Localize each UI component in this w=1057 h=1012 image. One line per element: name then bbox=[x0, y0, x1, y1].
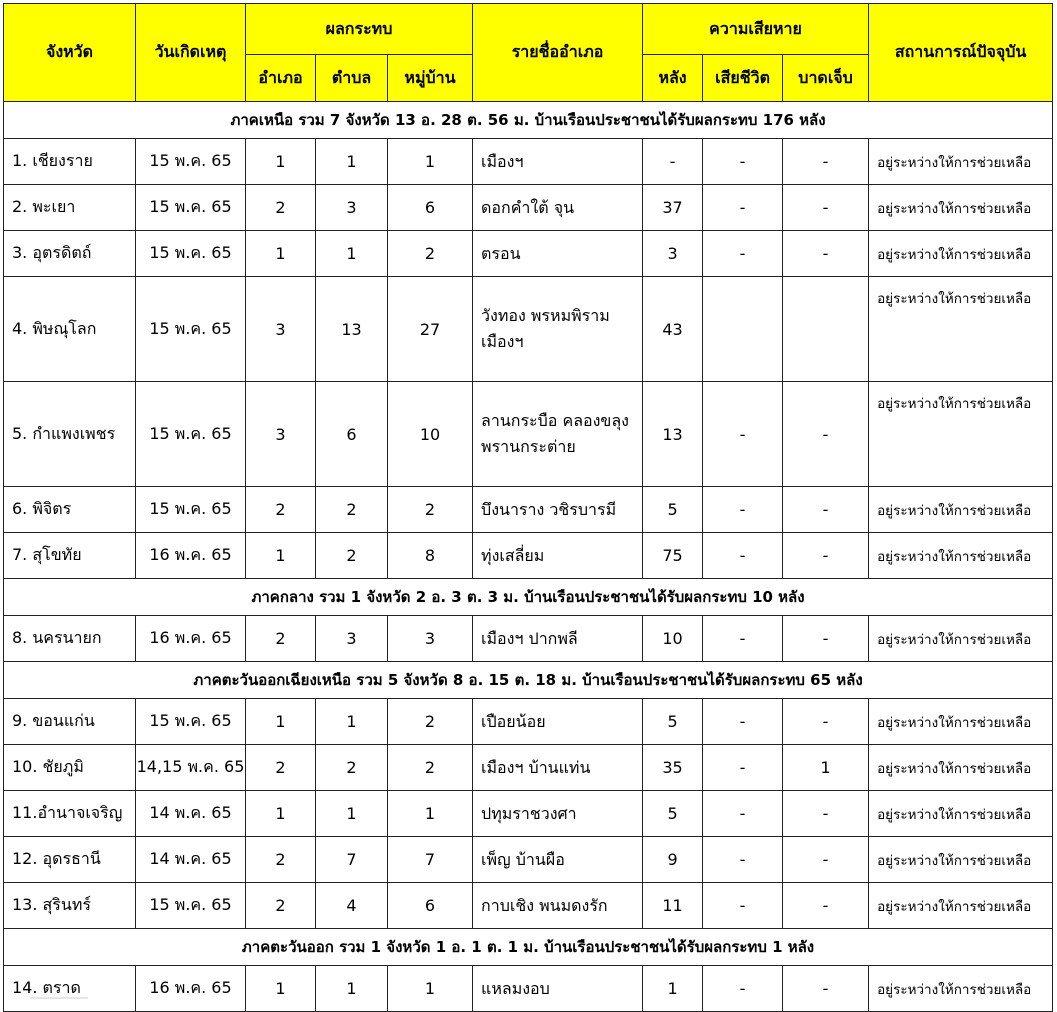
province-cell: 13. สุรินทร์ bbox=[4, 883, 136, 929]
houses-cell: 43 bbox=[643, 277, 703, 382]
header-impact: ผลกระทบ bbox=[246, 4, 473, 55]
table-row bbox=[4, 699, 1053, 745]
houses-cell: 3 bbox=[643, 231, 703, 277]
status-cell: อยู่ระหว่างให้การช่วยเหลือ bbox=[869, 883, 1053, 929]
injured-cell: - bbox=[783, 231, 869, 277]
amphoe-count-cell: 1 bbox=[246, 533, 316, 579]
houses-cell: 5 bbox=[643, 699, 703, 745]
dead-cell bbox=[703, 277, 783, 382]
header-date: วันเกิดเหตุ bbox=[136, 4, 246, 102]
amphoe-count-cell: 1 bbox=[246, 791, 316, 837]
houses-cell: 5 bbox=[643, 487, 703, 533]
status-cell: อยู่ระหว่างให้การช่วยเหลือ bbox=[869, 139, 1053, 185]
village-count-cell: 10 bbox=[388, 382, 473, 487]
district-list-cell bbox=[473, 487, 643, 533]
table-row bbox=[4, 837, 1053, 883]
amphoe-count-cell: 1 bbox=[246, 699, 316, 745]
date-cell: 15 พ.ค. 65 bbox=[136, 139, 246, 185]
district-name: ดอกคำใต้ จุน bbox=[481, 197, 575, 217]
status-cell: อยู่ระหว่างให้การช่วยเหลือ bbox=[869, 277, 1053, 382]
district-name: เมืองฯ บ้านแท่น bbox=[481, 757, 591, 777]
header-injured: บาดเจ็บ bbox=[783, 55, 869, 102]
houses-cell: 10 bbox=[643, 616, 703, 662]
amphoe-count-cell: 3 bbox=[246, 277, 316, 382]
province-cell: 3. อุตรดิตถ์ bbox=[4, 231, 136, 277]
houses-cell: 9 bbox=[643, 837, 703, 883]
date-cell: 15 พ.ค. 65 bbox=[136, 699, 246, 745]
village-count-cell: 1 bbox=[388, 139, 473, 185]
province-cell: 8. นครนายก bbox=[4, 616, 136, 662]
tambon-count-cell: 3 bbox=[316, 185, 388, 231]
tambon-count-cell: 2 bbox=[316, 487, 388, 533]
date-cell: 16 พ.ค. 65 bbox=[136, 533, 246, 579]
district-list-cell bbox=[473, 382, 643, 487]
province-cell: 1. เชียงราย bbox=[4, 139, 136, 185]
district-name: เมืองฯ bbox=[481, 151, 524, 171]
district-name: แหลมงอบ bbox=[481, 978, 550, 998]
district-list-cell bbox=[473, 139, 643, 185]
village-count-cell: 2 bbox=[388, 487, 473, 533]
tambon-count-cell: 4 bbox=[316, 883, 388, 929]
district-name: วังทอง พรหมพิราม bbox=[481, 306, 610, 325]
amphoe-count-cell: 1 bbox=[246, 231, 316, 277]
district-list-cell bbox=[473, 791, 643, 837]
amphoe-count-cell: 2 bbox=[246, 487, 316, 533]
dead-cell: - bbox=[703, 139, 783, 185]
table-row bbox=[4, 966, 1053, 1012]
injured-cell bbox=[783, 277, 869, 382]
district-list-cell bbox=[473, 533, 643, 579]
houses-cell: 13 bbox=[643, 382, 703, 487]
date-cell: 15 พ.ค. 65 bbox=[136, 487, 246, 533]
province-cell: 5. กำแพงเพชร bbox=[4, 382, 136, 487]
date-cell: 16 พ.ค. 65 bbox=[136, 966, 246, 1012]
province-cell: 7. สุโขทัย bbox=[4, 533, 136, 579]
village-count-cell: 2 bbox=[388, 231, 473, 277]
injured-cell: - bbox=[783, 533, 869, 579]
status-cell: อยู่ระหว่างให้การช่วยเหลือ bbox=[869, 231, 1053, 277]
district-name: ปทุมราชวงศา bbox=[481, 803, 577, 823]
district-list-cell bbox=[473, 231, 643, 277]
table-row bbox=[4, 533, 1053, 579]
village-count-cell: 3 bbox=[388, 616, 473, 662]
amphoe-count-cell: 2 bbox=[246, 185, 316, 231]
injured-cell: - bbox=[783, 966, 869, 1012]
district-name: ลานกระบือ คลองขลุง bbox=[481, 411, 629, 430]
table-row bbox=[4, 185, 1053, 231]
dead-cell: - bbox=[703, 837, 783, 883]
village-count-cell: 8 bbox=[388, 533, 473, 579]
amphoe-count-cell: 2 bbox=[246, 745, 316, 791]
village-count-cell: 6 bbox=[388, 883, 473, 929]
dead-cell: - bbox=[703, 185, 783, 231]
status-cell: อยู่ระหว่างให้การช่วยเหลือ bbox=[869, 616, 1053, 662]
dead-cell: - bbox=[703, 883, 783, 929]
tambon-count-cell: 2 bbox=[316, 745, 388, 791]
injured-cell: - bbox=[783, 487, 869, 533]
district-list-cell bbox=[473, 185, 643, 231]
tambon-count-cell: 1 bbox=[316, 231, 388, 277]
status-cell: อยู่ระหว่างให้การช่วยเหลือ bbox=[869, 837, 1053, 883]
injured-cell: - bbox=[783, 837, 869, 883]
region-summary: ภาคตะวันออก รวม 1 จังหวัด 1 อ. 1 ต. 1 ม. บ้านเรือนประชาชนได้รับผลกระทบ 1 หลัง bbox=[4, 929, 1053, 966]
region-summary: ภาคเหนือ รวม 7 จังหวัด 13 อ. 28 ต. 56 ม. บ้านเรือนประชาชนได้รับผลกระทบ 176 หลัง bbox=[4, 102, 1053, 139]
injured-cell: - bbox=[783, 139, 869, 185]
region-summary-row bbox=[4, 102, 1053, 139]
date-cell: 15 พ.ค. 65 bbox=[136, 185, 246, 231]
table-row bbox=[4, 231, 1053, 277]
houses-cell: 5 bbox=[643, 791, 703, 837]
date-cell: 14 พ.ค. 65 bbox=[136, 791, 246, 837]
table-row bbox=[4, 791, 1053, 837]
village-count-cell: 2 bbox=[388, 745, 473, 791]
dead-cell: - bbox=[703, 231, 783, 277]
header-houses: หลัง bbox=[643, 55, 703, 102]
table-row bbox=[4, 745, 1053, 791]
tambon-count-cell: 1 bbox=[316, 699, 388, 745]
date-cell: 16 พ.ค. 65 bbox=[136, 616, 246, 662]
status-cell: อยู่ระหว่างให้การช่วยเหลือ bbox=[869, 185, 1053, 231]
table-row bbox=[4, 139, 1053, 185]
province-cell: 10. ชัยภูมิ bbox=[4, 745, 136, 791]
header-status: สถานการณ์ปัจจุบัน bbox=[869, 4, 1053, 102]
district-list-cell bbox=[473, 699, 643, 745]
table-row bbox=[4, 277, 1053, 382]
date-cell: 15 พ.ค. 65 bbox=[136, 382, 246, 487]
province-cell: 9. ขอนแก่น bbox=[4, 699, 136, 745]
bottom-divider bbox=[30, 997, 88, 999]
tambon-count-cell: 1 bbox=[316, 139, 388, 185]
date-cell: 15 พ.ค. 65 bbox=[136, 883, 246, 929]
district-name: เพ็ญ บ้านผือ bbox=[481, 849, 565, 869]
region-summary: ภาคกลาง รวม 1 จังหวัด 2 อ. 3 ต. 3 ม. บ้านเรือนประชาชนได้รับผลกระทบ 10 หลัง bbox=[4, 579, 1053, 616]
district-name: พรานกระต่าย bbox=[481, 437, 576, 456]
status-cell: อยู่ระหว่างให้การช่วยเหลือ bbox=[869, 382, 1053, 487]
village-count-cell: 1 bbox=[388, 966, 473, 1012]
houses-cell: - bbox=[643, 139, 703, 185]
district-name: ตรอน bbox=[481, 243, 521, 263]
table-row bbox=[4, 487, 1053, 533]
district-list-cell bbox=[473, 616, 643, 662]
dead-cell: - bbox=[703, 382, 783, 487]
injured-cell: - bbox=[783, 791, 869, 837]
district-list-cell bbox=[473, 837, 643, 883]
header-district-list: รายชื่ออำเภอ bbox=[473, 4, 643, 102]
province-cell: 12. อุดรธานี bbox=[4, 837, 136, 883]
district-name: เมืองฯ ปากพลี bbox=[481, 628, 578, 648]
village-count-cell: 7 bbox=[388, 837, 473, 883]
dead-cell: - bbox=[703, 699, 783, 745]
village-count-cell: 6 bbox=[388, 185, 473, 231]
header-village: หมู่บ้าน bbox=[388, 55, 473, 102]
tambon-count-cell: 13 bbox=[316, 277, 388, 382]
date-cell: 15 พ.ค. 65 bbox=[136, 277, 246, 382]
district-list-cell bbox=[473, 277, 643, 382]
houses-cell: 75 bbox=[643, 533, 703, 579]
district-list-cell bbox=[473, 966, 643, 1012]
tambon-count-cell: 6 bbox=[316, 382, 388, 487]
status-cell: อยู่ระหว่างให้การช่วยเหลือ bbox=[869, 791, 1053, 837]
status-cell: อยู่ระหว่างให้การช่วยเหลือ bbox=[869, 533, 1053, 579]
dead-cell: - bbox=[703, 533, 783, 579]
injured-cell: 1 bbox=[783, 745, 869, 791]
date-cell: 14 พ.ค. 65 bbox=[136, 837, 246, 883]
amphoe-count-cell: 1 bbox=[246, 966, 316, 1012]
injured-cell: - bbox=[783, 185, 869, 231]
header-damage: ความเสียหาย bbox=[643, 4, 869, 55]
amphoe-count-cell: 2 bbox=[246, 616, 316, 662]
status-cell: อยู่ระหว่างให้การช่วยเหลือ bbox=[869, 487, 1053, 533]
dead-cell: - bbox=[703, 966, 783, 1012]
houses-cell: 1 bbox=[643, 966, 703, 1012]
amphoe-count-cell: 2 bbox=[246, 837, 316, 883]
province-cell: 2. พะเยา bbox=[4, 185, 136, 231]
date-cell: 14,15 พ.ค. 65 bbox=[136, 745, 246, 791]
houses-cell: 37 bbox=[643, 185, 703, 231]
region-summary: ภาคตะวันออกเฉียงเหนือ รวม 5 จังหวัด 8 อ. 15 ต. 18 ม. บ้านเรือนประชาชนได้รับผลกระทบ 65 หลัง bbox=[4, 662, 1053, 699]
houses-cell: 11 bbox=[643, 883, 703, 929]
tambon-count-cell: 7 bbox=[316, 837, 388, 883]
region-summary-row bbox=[4, 929, 1053, 966]
injured-cell: - bbox=[783, 382, 869, 487]
amphoe-count-cell: 3 bbox=[246, 382, 316, 487]
village-count-cell: 27 bbox=[388, 277, 473, 382]
status-cell: อยู่ระหว่างให้การช่วยเหลือ bbox=[869, 966, 1053, 1012]
header-amphoe: อำเภอ bbox=[246, 55, 316, 102]
injured-cell: - bbox=[783, 699, 869, 745]
district-name: กาบเชิง พนมดงรัก bbox=[481, 895, 608, 915]
province-cell: 6. พิจิตร bbox=[4, 487, 136, 533]
tambon-count-cell: 2 bbox=[316, 533, 388, 579]
region-summary-row bbox=[4, 579, 1053, 616]
table-body bbox=[4, 102, 1053, 1012]
injured-cell: - bbox=[783, 616, 869, 662]
date-cell: 15 พ.ค. 65 bbox=[136, 231, 246, 277]
district-name: เมืองฯ bbox=[481, 332, 524, 351]
tambon-count-cell: 1 bbox=[316, 966, 388, 1012]
disaster-table bbox=[3, 3, 1053, 1012]
table-row bbox=[4, 382, 1053, 487]
dead-cell: - bbox=[703, 487, 783, 533]
table-row bbox=[4, 616, 1053, 662]
province-cell: 11.อำนาจเจริญ bbox=[4, 791, 136, 837]
table-row bbox=[4, 883, 1053, 929]
houses-cell: 35 bbox=[643, 745, 703, 791]
header-tambon: ตำบล bbox=[316, 55, 388, 102]
district-name: เปือยน้อย bbox=[481, 711, 546, 731]
amphoe-count-cell: 2 bbox=[246, 883, 316, 929]
village-count-cell: 1 bbox=[388, 791, 473, 837]
status-cell: อยู่ระหว่างให้การช่วยเหลือ bbox=[869, 699, 1053, 745]
district-list-cell bbox=[473, 883, 643, 929]
region-summary-row bbox=[4, 662, 1053, 699]
header-province: จังหวัด bbox=[4, 4, 136, 102]
district-name: ทุ่งเสลี่ยม bbox=[481, 545, 545, 565]
district-list-cell bbox=[473, 745, 643, 791]
amphoe-count-cell: 1 bbox=[246, 139, 316, 185]
village-count-cell: 2 bbox=[388, 699, 473, 745]
dead-cell: - bbox=[703, 616, 783, 662]
province-cell: 14. ตราด bbox=[4, 966, 136, 1012]
tambon-count-cell: 3 bbox=[316, 616, 388, 662]
dead-cell: - bbox=[703, 791, 783, 837]
header-dead: เสียชีวิต bbox=[703, 55, 783, 102]
status-cell: อยู่ระหว่างให้การช่วยเหลือ bbox=[869, 745, 1053, 791]
province-cell: 4. พิษณุโลก bbox=[4, 277, 136, 382]
dead-cell: - bbox=[703, 745, 783, 791]
tambon-count-cell: 1 bbox=[316, 791, 388, 837]
injured-cell: - bbox=[783, 883, 869, 929]
district-name: บึงนาราง วชิรบารมี bbox=[481, 499, 617, 519]
